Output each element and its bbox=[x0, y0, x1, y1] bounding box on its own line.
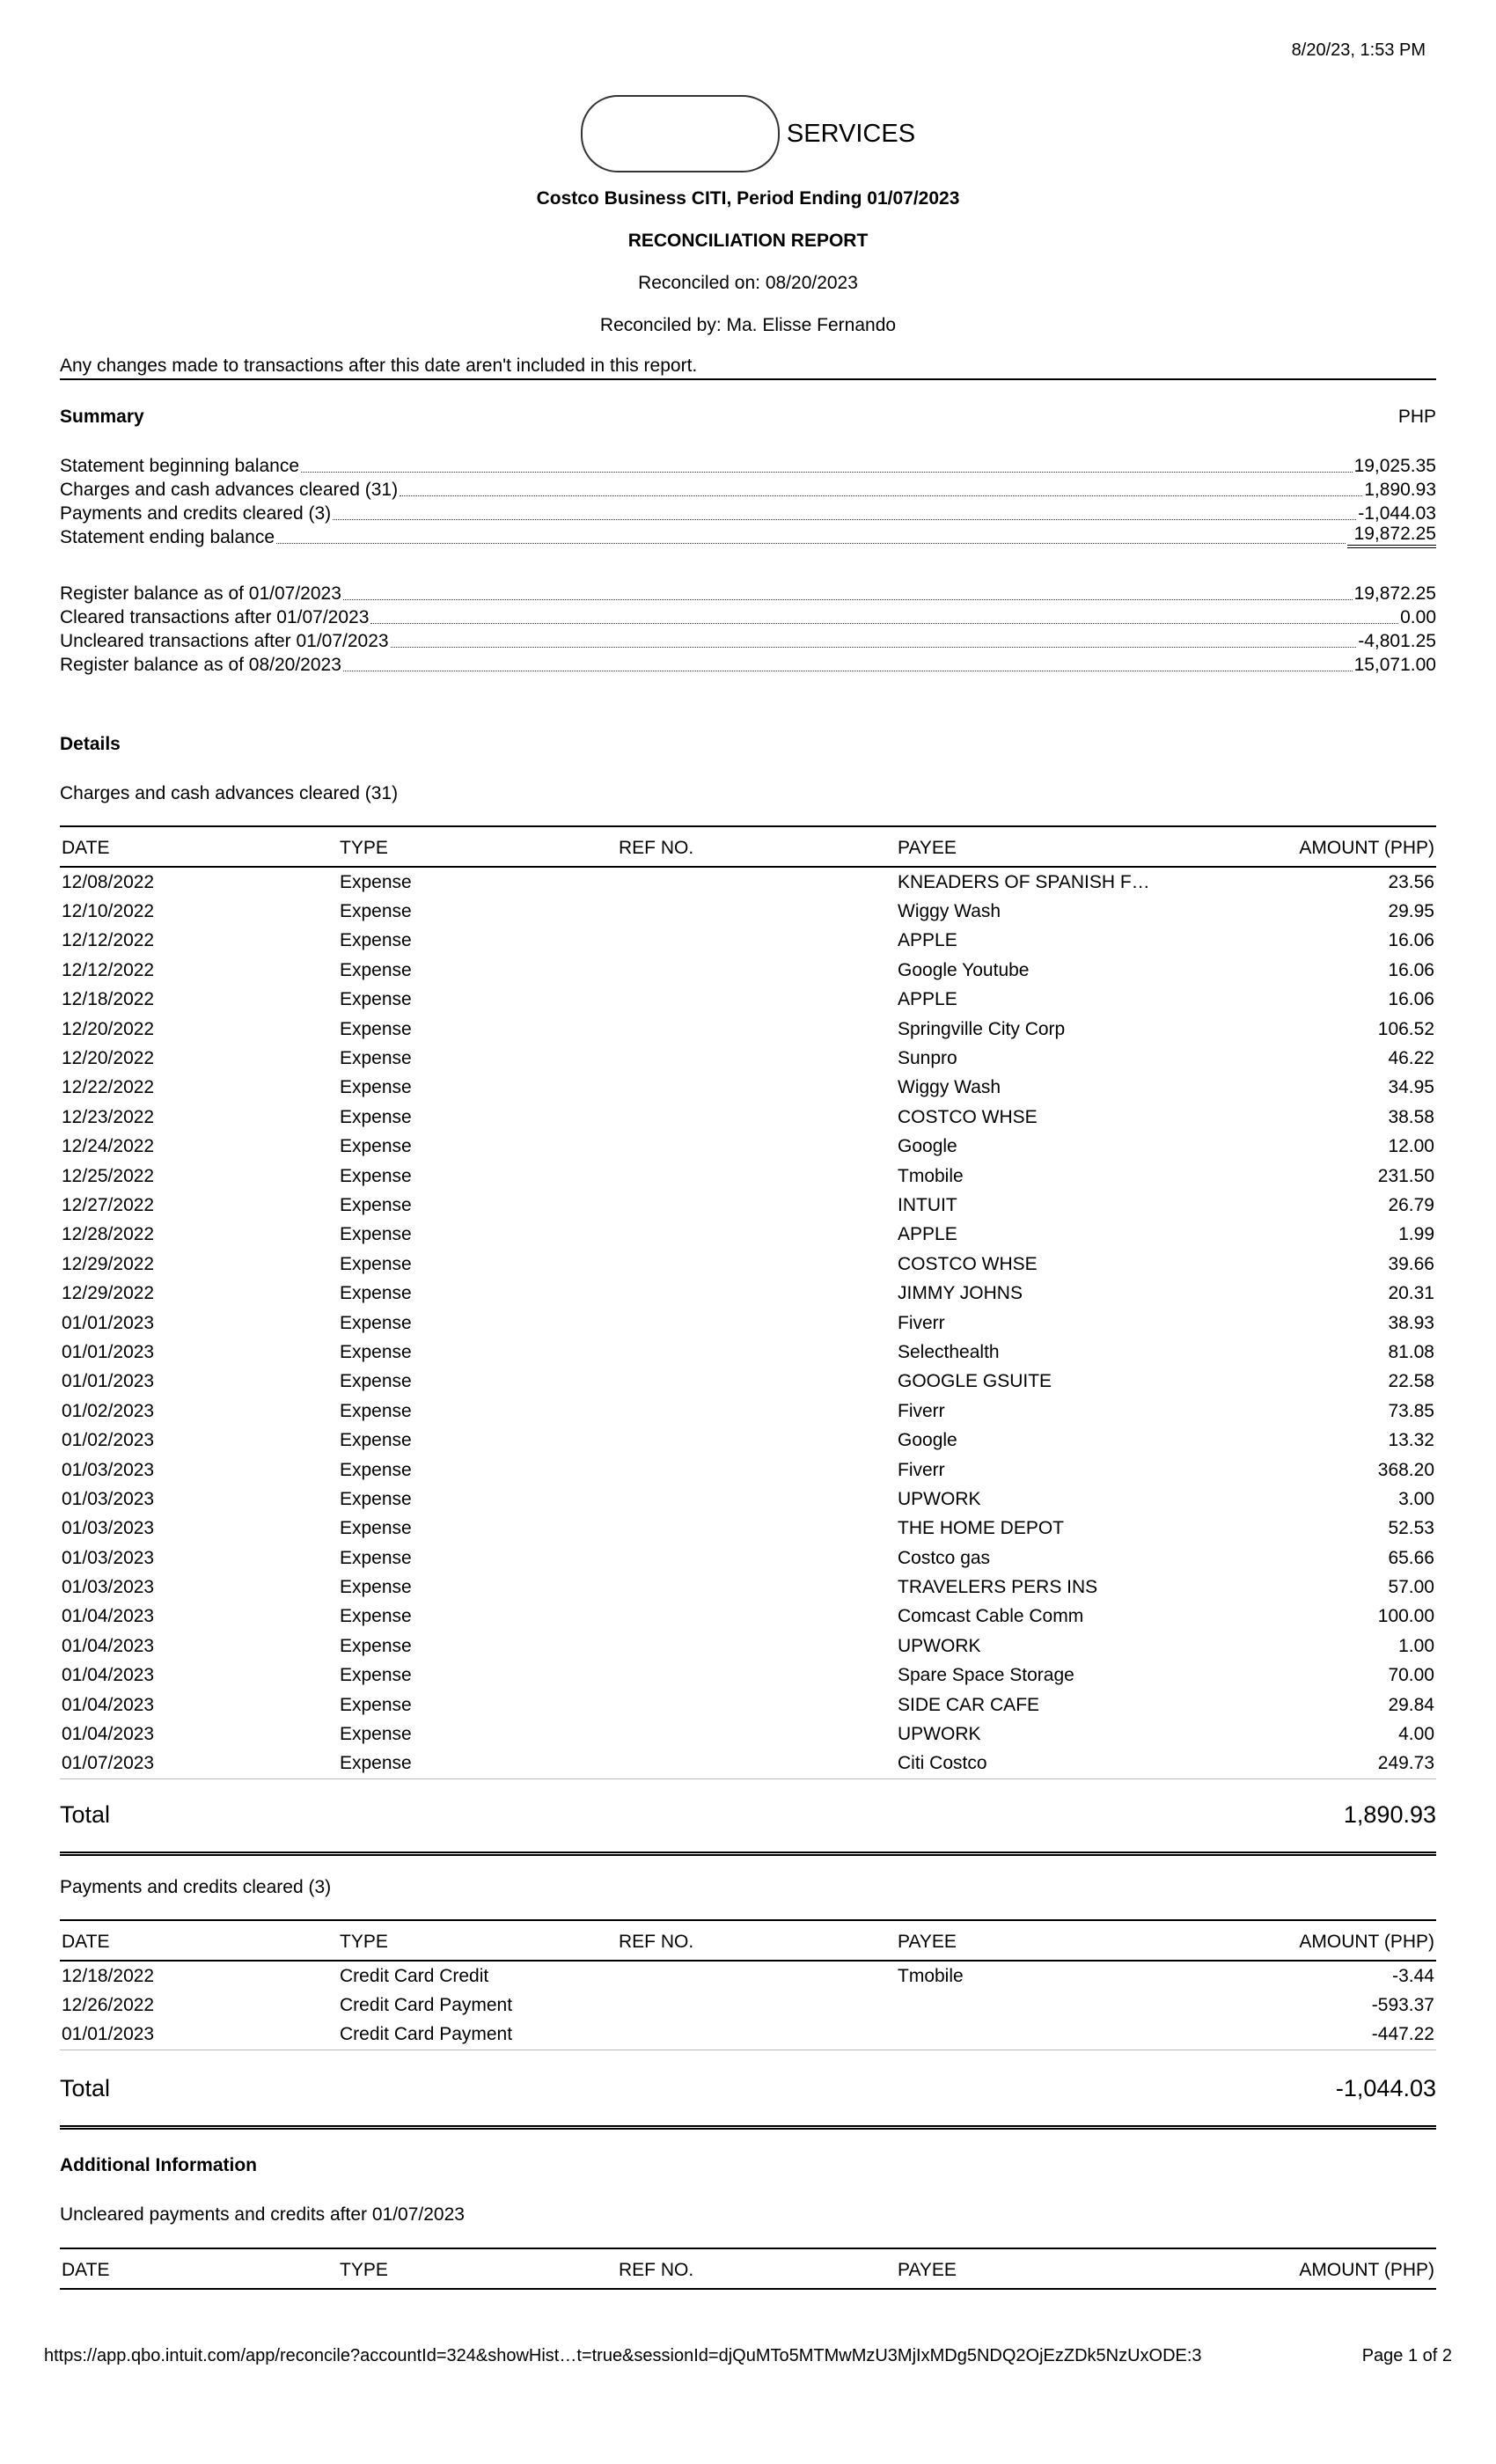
table-cell bbox=[617, 1573, 896, 1602]
table-cell: Expense bbox=[340, 1606, 412, 1627]
charges-subtitle: Charges and cash advances cleared (31) bbox=[60, 783, 399, 803]
column-header: AMOUNT (PHP) bbox=[1175, 1920, 1436, 1961]
table-cell: 249.73 bbox=[1175, 1749, 1436, 1779]
column-header: PAYEE bbox=[896, 2248, 1175, 2289]
table-cell bbox=[617, 1720, 896, 1749]
summary-row bbox=[60, 453, 1436, 477]
table-cell bbox=[617, 1602, 896, 1632]
table-cell: 3.00 bbox=[1398, 1488, 1434, 1509]
table-cell: 81.08 bbox=[1388, 1341, 1434, 1362]
table-row bbox=[60, 1309, 1436, 1338]
table-row bbox=[60, 956, 1436, 985]
summary-value: 0.00 bbox=[1400, 607, 1436, 627]
table-cell bbox=[617, 956, 896, 985]
table-cell bbox=[617, 1309, 896, 1338]
table-cell: Credit Card Payment bbox=[338, 2020, 617, 2050]
table-cell bbox=[617, 1279, 896, 1308]
table-cell: Expense bbox=[340, 871, 412, 892]
table-cell: 13.32 bbox=[1388, 1430, 1434, 1451]
table-cell: 39.66 bbox=[1388, 1253, 1434, 1274]
table-cell: 12/28/2022 bbox=[62, 1224, 155, 1245]
table-cell: Fiverr bbox=[898, 1459, 945, 1480]
table-cell: TRAVELERS PERS INS bbox=[898, 1577, 1098, 1598]
table-row bbox=[60, 1338, 1436, 1367]
table-cell bbox=[617, 1015, 896, 1044]
table-cell bbox=[617, 1991, 896, 2020]
table-cell: Expense bbox=[340, 1371, 412, 1392]
table-cell: Expense bbox=[340, 1224, 412, 1245]
table-cell: 23.56 bbox=[1388, 871, 1434, 892]
uncleared-table bbox=[60, 2248, 1436, 2290]
column-header: DATE bbox=[60, 826, 338, 867]
table-cell bbox=[896, 1991, 1175, 2020]
table-cell bbox=[617, 897, 896, 926]
table-cell: Expense bbox=[340, 1724, 412, 1745]
table-cell: 01/04/2023 bbox=[62, 1665, 155, 1686]
table-cell bbox=[617, 1514, 896, 1544]
footer-url: https://app.qbo.intuit.com/app/reconcile?accountId=324&showHist…t=true&sessionId=djQuMTo5MTMwMzU3MjIxMDg5NDQ2OjEzZDk5NzUxODE:3 bbox=[44, 2346, 1202, 2365]
table-cell: 12/27/2022 bbox=[62, 1194, 155, 1215]
payments-table bbox=[60, 1919, 1436, 2050]
table-cell: Expense bbox=[340, 1253, 412, 1274]
table-cell: Expense bbox=[340, 959, 412, 980]
summary-row bbox=[60, 581, 1436, 605]
table-cell bbox=[617, 927, 896, 956]
table-cell bbox=[617, 1961, 896, 1991]
payments-total-value: -1,044.03 bbox=[1335, 2074, 1436, 2101]
table-cell: 01/03/2023 bbox=[62, 1488, 155, 1509]
summary-label: Statement ending balance bbox=[60, 527, 275, 547]
summary-statement-block bbox=[60, 453, 1436, 548]
table-cell: Wiggy Wash bbox=[898, 1077, 1001, 1098]
column-header: REF NO. bbox=[617, 826, 896, 867]
table-cell: Springville City Corp bbox=[898, 1018, 1066, 1039]
table-cell: Selecthealth bbox=[898, 1341, 1000, 1362]
table-cell: Fiverr bbox=[898, 1400, 945, 1421]
table-cell: Fiverr bbox=[898, 1312, 945, 1333]
table-cell: 12/26/2022 bbox=[62, 1995, 155, 2016]
table-cell: Expense bbox=[340, 930, 412, 951]
table-row bbox=[60, 1397, 1436, 1426]
table-cell: 16.06 bbox=[1388, 959, 1434, 980]
summary-value: 19,025.35 bbox=[1353, 456, 1436, 476]
table-row bbox=[60, 1991, 1436, 2020]
column-header: TYPE bbox=[338, 826, 617, 867]
table-cell: Sunpro bbox=[898, 1048, 957, 1069]
column-header: TYPE bbox=[338, 1920, 617, 1961]
table-row bbox=[60, 1749, 1436, 1779]
table-cell bbox=[617, 1074, 896, 1103]
table-cell bbox=[617, 1133, 896, 1162]
table-cell: 29.95 bbox=[1388, 901, 1434, 922]
table-row bbox=[60, 1961, 1436, 1991]
charges-table bbox=[60, 825, 1436, 1779]
table-cell: 12.00 bbox=[1388, 1136, 1434, 1157]
table-row bbox=[60, 1514, 1436, 1544]
table-cell: 26.79 bbox=[1388, 1194, 1434, 1215]
table-cell bbox=[896, 2020, 1175, 2050]
table-cell: 46.22 bbox=[1388, 1048, 1434, 1069]
table-cell bbox=[617, 986, 896, 1015]
summary-label: Uncleared transactions after 01/07/2023 bbox=[60, 631, 389, 651]
payments-subtitle: Payments and credits cleared (3) bbox=[60, 1877, 332, 1897]
payments-total-row bbox=[60, 2051, 1436, 2130]
table-cell bbox=[617, 1368, 896, 1397]
table-cell: INTUIT bbox=[898, 1194, 957, 1215]
table-cell: 4.00 bbox=[1398, 1724, 1434, 1745]
table-cell: Comcast Cable Comm bbox=[898, 1606, 1084, 1627]
table-cell: Expense bbox=[338, 1749, 617, 1779]
table-cell: Expense bbox=[340, 1400, 412, 1421]
summary-row bbox=[60, 501, 1436, 524]
table-cell: 01/03/2023 bbox=[62, 1459, 155, 1480]
table-cell bbox=[617, 1221, 896, 1250]
table-cell: 12/12/2022 bbox=[62, 959, 155, 980]
table-cell: 38.93 bbox=[1388, 1312, 1434, 1333]
summary-value: 19,872.25 bbox=[1353, 583, 1436, 604]
report-header bbox=[60, 95, 1436, 336]
table-cell: 65.66 bbox=[1388, 1547, 1434, 1568]
table-row bbox=[60, 1485, 1436, 1514]
summary-row bbox=[60, 628, 1436, 652]
table-cell: Expense bbox=[340, 1518, 412, 1539]
table-cell bbox=[617, 1426, 896, 1455]
currency-label: PHP bbox=[1397, 407, 1436, 427]
table-cell: Expense bbox=[340, 1665, 412, 1686]
table-cell bbox=[617, 867, 896, 897]
table-cell: 12/10/2022 bbox=[62, 901, 155, 922]
table-cell: 16.06 bbox=[1388, 989, 1434, 1010]
leader-dots bbox=[333, 519, 1356, 520]
table-cell bbox=[617, 1544, 896, 1573]
table-cell: 70.00 bbox=[1388, 1665, 1434, 1686]
table-cell: Expense bbox=[340, 1694, 412, 1715]
report-title: RECONCILIATION REPORT bbox=[627, 231, 869, 251]
table-row bbox=[60, 1720, 1436, 1749]
column-header: REF NO. bbox=[617, 2248, 896, 2289]
print-timestamp: 8/20/23, 1:53 PM bbox=[1291, 40, 1426, 60]
details-title: Details bbox=[60, 734, 121, 754]
table-cell bbox=[617, 2020, 896, 2050]
table-cell bbox=[617, 1103, 896, 1132]
summary-value: 1,890.93 bbox=[1364, 480, 1436, 500]
table-cell: KNEADERS OF SPANISH F… bbox=[898, 871, 1150, 892]
table-row bbox=[60, 1044, 1436, 1073]
table-cell: 01/04/2023 bbox=[62, 1606, 155, 1627]
table-cell: Expense bbox=[340, 1283, 412, 1304]
column-header: PAYEE bbox=[896, 826, 1175, 867]
summary-label: Statement beginning balance bbox=[60, 456, 300, 476]
table-row bbox=[60, 1191, 1436, 1220]
summary-row bbox=[60, 477, 1436, 501]
table-cell bbox=[617, 1456, 896, 1485]
table-cell: 12/25/2022 bbox=[62, 1165, 155, 1186]
table-row bbox=[60, 1632, 1436, 1661]
table-cell: 29.84 bbox=[1388, 1694, 1434, 1715]
table-row bbox=[60, 1690, 1436, 1720]
table-row bbox=[60, 867, 1436, 897]
table-cell bbox=[617, 1690, 896, 1720]
table-cell: 01/04/2023 bbox=[62, 1694, 155, 1715]
table-cell: Expense bbox=[340, 1106, 412, 1127]
table-row bbox=[60, 897, 1436, 926]
leader-dots bbox=[276, 543, 1346, 544]
company-logo bbox=[60, 95, 1436, 172]
leader-dots bbox=[391, 647, 1357, 648]
table-cell bbox=[617, 1338, 896, 1367]
summary-value: 19,872.25 bbox=[1347, 524, 1436, 548]
table-cell: 01/03/2023 bbox=[62, 1577, 155, 1598]
table-cell: Expense bbox=[340, 1165, 412, 1186]
table-cell: Google bbox=[898, 1430, 957, 1451]
column-header: TYPE bbox=[338, 2248, 617, 2289]
table-cell: Expense bbox=[340, 1635, 412, 1656]
uncleared-subtitle: Uncleared payments and credits after 01/07/2023 bbox=[60, 2204, 465, 2225]
table-cell: 01/01/2023 bbox=[60, 2020, 338, 2050]
table-cell: Expense bbox=[340, 1577, 412, 1598]
summary-row bbox=[60, 605, 1436, 628]
table-cell: 01/01/2023 bbox=[62, 1371, 155, 1392]
table-cell: 01/02/2023 bbox=[62, 1430, 155, 1451]
summary-label: Register balance as of 01/07/2023 bbox=[60, 583, 341, 604]
charges-total-value: 1,890.93 bbox=[1343, 1800, 1436, 1828]
table-cell: Expense bbox=[340, 1018, 412, 1039]
charges-total-row bbox=[60, 1778, 1436, 1856]
table-cell: Tmobile bbox=[898, 1165, 964, 1186]
column-header: DATE bbox=[60, 2248, 338, 2289]
charges-total-label: Total bbox=[60, 1800, 111, 1828]
table-cell bbox=[617, 1632, 896, 1661]
table-cell: 20.31 bbox=[1388, 1283, 1434, 1304]
summary-row bbox=[60, 524, 1436, 548]
table-cell: Expense bbox=[340, 1430, 412, 1451]
table-cell: 368.20 bbox=[1377, 1459, 1434, 1480]
table-cell: 01/04/2023 bbox=[62, 1635, 155, 1656]
summary-register-block bbox=[60, 581, 1436, 676]
table-cell: Expense bbox=[340, 1547, 412, 1568]
page-number: Page 1 of 2 bbox=[1361, 2346, 1452, 2365]
table-cell: 12/12/2022 bbox=[62, 930, 155, 951]
table-cell: Expense bbox=[340, 1194, 412, 1215]
table-cell: APPLE bbox=[898, 989, 957, 1010]
table-cell: Credit Card Payment bbox=[340, 1995, 513, 2016]
table-row bbox=[60, 986, 1436, 1015]
table-cell: 12/24/2022 bbox=[62, 1136, 155, 1157]
table-cell: 12/20/2022 bbox=[62, 1018, 155, 1039]
reconciled-on: Reconciled on: 08/20/2023 bbox=[638, 273, 858, 293]
leader-dots bbox=[343, 599, 1353, 600]
table-cell: UPWORK bbox=[898, 1635, 981, 1656]
table-cell: Tmobile bbox=[898, 1965, 964, 1986]
table-cell: Expense bbox=[340, 989, 412, 1010]
table-cell: 01/03/2023 bbox=[62, 1518, 155, 1539]
table-cell: Expense bbox=[340, 1488, 412, 1509]
table-cell: UPWORK bbox=[898, 1724, 981, 1745]
table-cell: 106.52 bbox=[1377, 1018, 1434, 1039]
table-cell: 38.58 bbox=[1388, 1106, 1434, 1127]
column-header: PAYEE bbox=[896, 1920, 1175, 1961]
table-cell: 12/22/2022 bbox=[62, 1077, 155, 1098]
summary-label: Charges and cash advances cleared (31) bbox=[60, 480, 399, 500]
table-cell: 1.99 bbox=[1398, 1224, 1434, 1245]
table-row bbox=[60, 1074, 1436, 1103]
table-cell: 16.06 bbox=[1388, 930, 1434, 951]
table-cell bbox=[617, 1485, 896, 1514]
logo-text: SERVICES bbox=[786, 119, 916, 148]
table-cell bbox=[617, 1162, 896, 1191]
table-cell: APPLE bbox=[898, 1224, 957, 1245]
table-cell: Google bbox=[898, 1136, 957, 1157]
table-cell: Expense bbox=[340, 1312, 412, 1333]
table-row bbox=[60, 1221, 1436, 1250]
table-row bbox=[60, 1661, 1436, 1690]
table-cell: 12/18/2022 bbox=[62, 989, 155, 1010]
table-cell: 1.00 bbox=[1398, 1635, 1434, 1656]
table-row bbox=[60, 1368, 1436, 1397]
table-row bbox=[60, 1573, 1436, 1602]
table-row bbox=[60, 1279, 1436, 1308]
table-cell bbox=[617, 1191, 896, 1220]
account-period: Costco Business CITI, Period Ending 01/07/2023 bbox=[536, 188, 960, 209]
table-cell: COSTCO WHSE bbox=[898, 1106, 1038, 1127]
table-cell: 12/20/2022 bbox=[62, 1048, 155, 1069]
table-cell bbox=[617, 1044, 896, 1073]
summary-value: -4,801.25 bbox=[1358, 631, 1436, 651]
table-row bbox=[60, 1426, 1436, 1455]
table-cell: UPWORK bbox=[898, 1488, 981, 1509]
table-cell: 34.95 bbox=[1388, 1077, 1434, 1098]
table-cell: Credit Card Credit bbox=[340, 1965, 489, 1986]
table-cell: COSTCO WHSE bbox=[898, 1253, 1038, 1274]
table-cell bbox=[617, 1749, 896, 1779]
summary-value: 15,071.00 bbox=[1353, 655, 1436, 675]
column-header: AMOUNT (PHP) bbox=[1175, 826, 1436, 867]
leader-dots bbox=[301, 472, 1353, 473]
table-row bbox=[60, 2020, 1436, 2050]
table-cell: 231.50 bbox=[1377, 1165, 1434, 1186]
table-cell: -3.44 bbox=[1392, 1965, 1434, 1986]
table-cell: THE HOME DEPOT bbox=[898, 1518, 1065, 1539]
table-cell: 12/29/2022 bbox=[62, 1283, 155, 1304]
table-cell: 52.53 bbox=[1388, 1518, 1434, 1539]
summary-label: Register balance as of 08/20/2023 bbox=[60, 655, 341, 675]
table-cell: 01/01/2023 bbox=[62, 1312, 155, 1333]
leader-dots bbox=[400, 495, 1362, 496]
table-cell: 12/29/2022 bbox=[62, 1253, 155, 1274]
page-footer bbox=[44, 2346, 1452, 2366]
table-cell: SIDE CAR CAFE bbox=[898, 1694, 1040, 1715]
table-cell: Spare Space Storage bbox=[898, 1665, 1074, 1686]
table-row bbox=[60, 1602, 1436, 1632]
table-cell bbox=[617, 1250, 896, 1279]
table-cell: 12/23/2022 bbox=[62, 1106, 155, 1127]
table-cell: APPLE bbox=[898, 930, 957, 951]
summary-label: Payments and credits cleared (3) bbox=[60, 503, 332, 524]
table-cell: 12/18/2022 bbox=[62, 1965, 155, 1986]
summary-value: -1,044.03 bbox=[1358, 503, 1436, 524]
table-row bbox=[60, 1015, 1436, 1044]
table-cell: -593.37 bbox=[1371, 1995, 1434, 2016]
table-cell: Google Youtube bbox=[898, 959, 1030, 980]
table-cell: -447.22 bbox=[1175, 2020, 1436, 2050]
table-cell: JIMMY JOHNS bbox=[898, 1283, 1023, 1304]
table-cell: 01/02/2023 bbox=[62, 1400, 155, 1421]
table-cell: Expense bbox=[340, 1459, 412, 1480]
summary-label: Cleared transactions after 01/07/2023 bbox=[60, 607, 370, 627]
leader-dots bbox=[370, 623, 1398, 624]
table-cell: 01/04/2023 bbox=[62, 1724, 155, 1745]
table-cell: 01/01/2023 bbox=[62, 1341, 155, 1362]
table-cell: 73.85 bbox=[1388, 1400, 1434, 1421]
table-row bbox=[60, 1162, 1436, 1191]
table-cell: Expense bbox=[340, 1077, 412, 1098]
table-row bbox=[60, 1133, 1436, 1162]
table-cell: Expense bbox=[340, 901, 412, 922]
table-cell: 01/07/2023 bbox=[60, 1749, 338, 1779]
column-header: AMOUNT (PHP) bbox=[1175, 2248, 1436, 2289]
table-cell: Citi Costco bbox=[896, 1749, 1175, 1779]
table-row bbox=[60, 927, 1436, 956]
additional-info-title: Additional Information bbox=[60, 2155, 257, 2175]
table-cell bbox=[617, 1397, 896, 1426]
table-row bbox=[60, 1456, 1436, 1485]
table-row bbox=[60, 1544, 1436, 1573]
logo-shape bbox=[581, 95, 780, 172]
table-cell: Expense bbox=[340, 1136, 412, 1157]
column-header: DATE bbox=[60, 1920, 338, 1961]
table-row bbox=[60, 1250, 1436, 1279]
table-cell: Wiggy Wash bbox=[898, 901, 1001, 922]
table-cell: 57.00 bbox=[1388, 1577, 1434, 1598]
summary-row bbox=[60, 652, 1436, 676]
table-cell: Expense bbox=[340, 1048, 412, 1069]
table-cell: 01/03/2023 bbox=[62, 1547, 155, 1568]
notice-text: Any changes made to transactions after this date aren't included in this report. bbox=[60, 356, 1436, 380]
reconciled-by: Reconciled by: Ma. Elisse Fernando bbox=[599, 315, 897, 335]
table-cell: 12/08/2022 bbox=[62, 871, 155, 892]
table-cell: 100.00 bbox=[1377, 1606, 1434, 1627]
table-row bbox=[60, 1103, 1436, 1132]
table-cell: Costco gas bbox=[898, 1547, 991, 1568]
table-cell bbox=[617, 1661, 896, 1690]
table-cell: Expense bbox=[340, 1341, 412, 1362]
column-header: REF NO. bbox=[617, 1920, 896, 1961]
summary-title: Summary bbox=[60, 407, 144, 427]
table-cell: GOOGLE GSUITE bbox=[898, 1371, 1052, 1392]
table-cell: 22.58 bbox=[1388, 1371, 1434, 1392]
payments-total-label: Total bbox=[60, 2074, 111, 2101]
